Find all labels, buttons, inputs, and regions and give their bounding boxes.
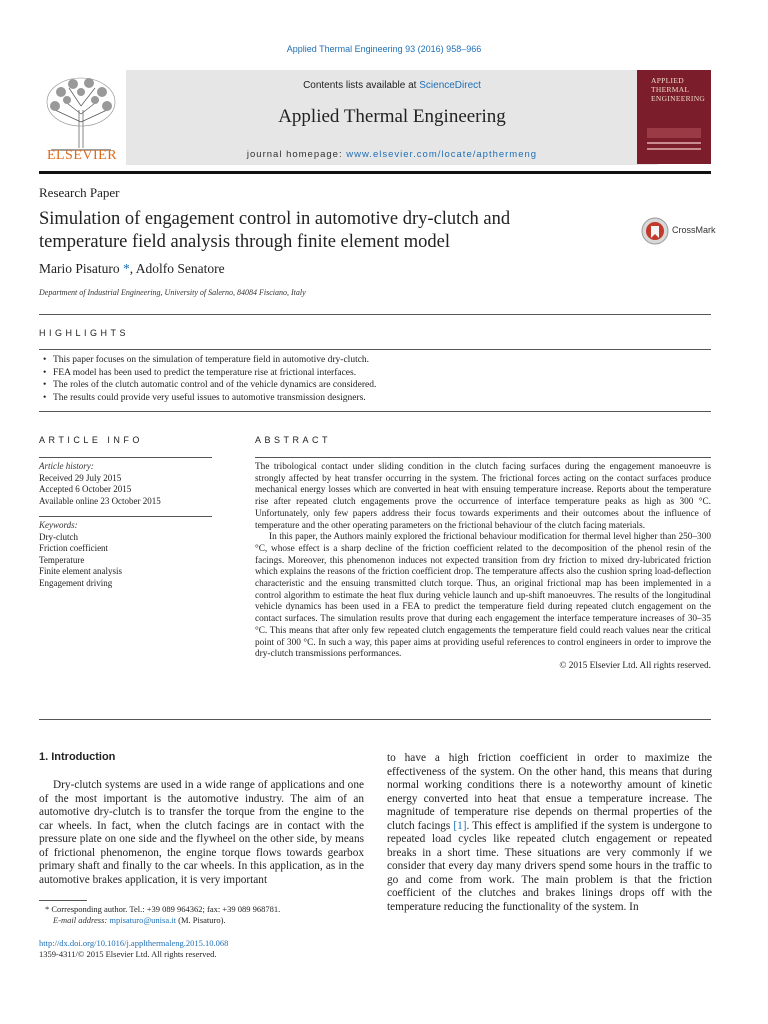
footnote-divider: [39, 900, 87, 901]
abstract-paragraph: In this paper, the Authors mainly explored the frictional behaviour modification for thermal level higher than 250–300 °C, whose effect is a sharp decline of the friction coefficient related to the decomposition of the phenol resin of the facings. Moreover, this phenomenon induces not expected transition from dry friction to mixed dry-lubricated friction which explains the reasons of the friction coefficient drop. The temperature affects also the cushion spring load-deflection characteristic and the ensuing transmitted clutch torque. Thus, an original frictional map has been implemented in a control algorithm to estimate the heat flux during vehicle launch and up-shift manoeuvres. The results of the longitudinal vehicle dynamics has been used in a FEA to predict the temperature field during repeated clutch engagement on the contact surfaces. The simulation results prove that during each engagement the interface temperature increases of 30–35 °C. This means that after only few repeated clutch engagements the temperature field could reach values near the critical point of 300 °C. In such a way, this paper aims at providing useful references to control engineers in order to improve the dry-clutch transmissions performances.: [255, 532, 711, 660]
journal-title: Applied Thermal Engineering: [278, 106, 506, 127]
accepted-date: Accepted 6 October 2015: [39, 484, 132, 494]
divider: [39, 171, 711, 174]
keyword: Friction coefficient: [39, 543, 109, 553]
author-name[interactable]: , Adolfo Senatore: [129, 261, 225, 276]
divider: [39, 411, 711, 412]
divider: [39, 516, 212, 517]
article-info-heading: ARTICLE INFO: [39, 435, 143, 445]
divider: [39, 349, 711, 350]
highlights-heading: HIGHLIGHTS: [39, 328, 130, 338]
elsevier-logo: [39, 70, 125, 166]
history-label: Article history:: [39, 461, 94, 471]
abstract-heading: ABSTRACT: [255, 435, 332, 445]
email-suffix: (M. Pisaturo).: [175, 915, 226, 925]
email-line: [39, 915, 364, 926]
keyword: Engagement driving: [39, 577, 113, 588]
keywords-label: Keywords:: [39, 520, 78, 530]
reference-link[interactable]: [1]: [453, 819, 467, 832]
authors: [39, 261, 225, 277]
email-link[interactable]: mpisaturo@unisa.it: [109, 915, 176, 925]
highlight-item: • This paper focuses on the simulation of temperature field in automotive dry-clutch.: [39, 354, 711, 367]
cover-title-line: THERMAL: [651, 85, 690, 94]
highlights-list: [39, 354, 711, 404]
journal-info-box: [126, 70, 658, 165]
cover-graphic: [647, 128, 701, 138]
sciencedirect-link[interactable]: ScienceDirect: [419, 80, 481, 91]
doi-block: [39, 938, 228, 960]
journal-banner: [39, 70, 711, 166]
cover-title: [651, 76, 705, 103]
keyword: Temperature: [39, 554, 85, 565]
corresponding-author-mark[interactable]: *: [119, 261, 130, 276]
cover-title-line: ENGINEERING: [651, 94, 706, 103]
contents-line: [126, 80, 658, 91]
author-name[interactable]: Mario Pisaturo: [39, 261, 120, 276]
homepage-line: [126, 149, 658, 160]
section-heading-introduction: 1. Introduction: [39, 751, 116, 763]
doi-link[interactable]: http://dx.doi.org/10.1016/j.applthermaleng.2015.10.068: [39, 938, 229, 948]
received-date: Received 29 July 2015: [39, 472, 122, 483]
keywords: [39, 520, 122, 589]
highlight-item: • FEA model has been used to predict the temperature rise at frictional interfaces.: [39, 367, 711, 380]
paper-title: Simulation of engagement control in automotive dry-clutch and temperature field analysis through finite element model: [39, 209, 511, 252]
article-type: Research Paper: [39, 185, 120, 200]
footnote: [39, 904, 364, 926]
keyword: Dry-clutch: [39, 531, 78, 542]
crossmark-badge[interactable]: [640, 216, 714, 246]
intro-text: . This effect is amplified if the system is undergone to repeated load cycles like repeated clutch engagement or repeated breaks in a short time. These situations are very commonly if we consider that every day many drivers spend some hours in the traffic to go and come from work. The main problem is that the friction coefficient of the clutches and brakes linings drops off with the temperature reducing the functionality of the system. In: [387, 819, 713, 913]
issn-line: 1359-4311/© 2015 Elsevier Ltd. All rights reserved.: [39, 949, 217, 959]
journal-citation[interactable]: Applied Thermal Engineering 93 (2016) 958–966: [286, 44, 482, 54]
divider: [39, 314, 711, 315]
highlight-item: • The roles of the clutch automatic control and of the vehicle dynamics are considered.: [39, 379, 711, 392]
intro-text: to have a high friction coefficient in order to maximize the effectiveness of the system. On the other hand, this means that during normal working conditions there is a noteworthy amount of kinetic energy converted into heat that ensue a temperature increase. The magnitude of temperature rise depends on thermal properties of the clutch facings: [387, 752, 712, 832]
intro-column-left: Dry-clutch systems are used in a wide range of applications and one of the most important is the automotive industry. The aim of an automotive dry-clutch is to transfer the torque from the engine to the car wheels. In fact, when the clutch facings are in contact with the pressure plate on one side and the flywheel on the other side, by means of frictional phenomenon, the engine torque flows towards gearbox primary shaft and finally to the car wheels. In this application, as in the automotive brakes application, it is very important: [39, 779, 364, 886]
intro-column-right: [387, 752, 712, 914]
crossmark-label: CrossMark: [672, 225, 716, 235]
affiliation: Department of Industrial Engineering, University of Salerno, 84084 Fisciano, Italy: [39, 288, 306, 297]
article-history: [39, 461, 161, 507]
journal-cover[interactable]: [637, 70, 711, 164]
cover-graphic: [647, 142, 701, 144]
abstract-copyright: © 2015 Elsevier Ltd. All rights reserved.: [559, 660, 711, 671]
homepage-link[interactable]: www.elsevier.com/locate/apthermeng: [346, 149, 538, 160]
corresponding-author-note: * Corresponding author. Tel.: +39 089 964362; fax: +39 089 968781.: [45, 904, 281, 914]
cover-title-line: APPLIED: [651, 76, 684, 85]
highlight-item: • The results could provide very useful issues to automotive transmission designers.: [39, 392, 711, 405]
homepage-label: journal homepage:: [246, 149, 347, 160]
email-label: E-mail address:: [53, 915, 110, 925]
keyword: Finite element analysis: [39, 566, 122, 576]
divider: [255, 457, 711, 458]
abstract-paragraph: The tribological contact under sliding condition in the clutch facing surfaces during the engagement manoeuvre is strongly affected by heat transfer occurring in the system. The frictional forces acting on the contact surfaces produce mechanical energy losses which are converted in heat with ensuing temperature increase. Reports about the temperature rise after repeated clutch engagements prove the occurrence of interface temperature peaks as high as 300 °C. Unfortunately, only few papers address their focus towards experiments and their outcomes about the influence of temperature and the other operating parameters on the frictional behaviour of the clutch facing materials.: [255, 462, 711, 531]
online-date: Available online 23 October 2015: [39, 495, 161, 506]
cover-graphic: [647, 148, 701, 150]
divider: [39, 457, 212, 458]
contents-prefix: Contents lists available at: [303, 80, 420, 91]
abstract-text: [255, 462, 711, 673]
divider: [39, 719, 711, 720]
crossmark-icon: [640, 216, 670, 246]
publisher-name: ELSEVIER: [46, 148, 118, 163]
